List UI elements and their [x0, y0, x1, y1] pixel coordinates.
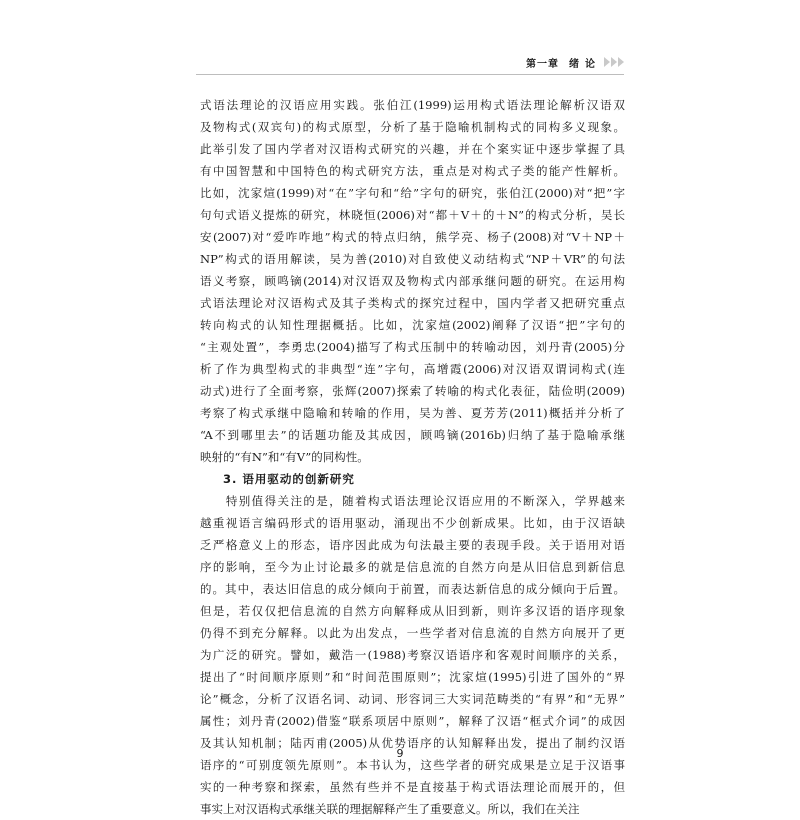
- text-line: 论”概念，分析了汉语名词、动词、形容词三大实词范畴类的“有界”和“无界”: [200, 692, 625, 706]
- paragraph-1: [200, 94, 625, 468]
- text-line: 事实上对汉语构式承继关联的理据解释产生了重要意义。所以，我们在关注: [200, 802, 580, 816]
- text-line: 式语法理论的汉语应用实践。张伯江(1999)运用构式语法理论解析汉语双: [200, 98, 625, 112]
- chapter-title: 绪论: [569, 58, 601, 70]
- text-line: 动式)进行了全面考察，张辉(2007)探索了转喻的构式化表征，陆俭明(2009): [200, 384, 625, 398]
- paragraph-2: [200, 490, 625, 820]
- text-line: 为广泛的研究。譬如，戴浩一(1988)考察汉语语序和客观时间顺序的关系，: [200, 648, 625, 662]
- text-line: 实的一种考察和探索，虽然有些并不是直接基于构式语法理论而展开的，但: [200, 780, 625, 794]
- text-line: 及物构式(双宾句)的构式原型，分析了基于隐喻机制构式的同构多义现象。: [200, 120, 625, 134]
- text-line: 及其认知机制；陆丙甫(2005)从优势语序的认知解释出发，提出了制约汉语: [200, 736, 625, 750]
- text-line: 式语法理论对汉语构式及其子类构式的探究过程中，国内学者又把研究重点: [200, 296, 625, 310]
- text-line: NP”构式的语用解读，吴为善(2010)对自致使义动结构式“NP＋VR”的句法: [200, 252, 625, 266]
- text-line: 比如，沈家煊(1999)对“在”字句和“给”字句的研究，张伯江(2000)对“把”字: [200, 186, 625, 200]
- text-line: 句句式语义提炼的研究，林晓恒(2006)对“都＋V＋的＋N”的构式分析，吴长: [200, 208, 625, 222]
- header-arrow-icon: [604, 57, 624, 67]
- text-line: 映射的“有N”和“有V”的同构性。: [200, 450, 369, 464]
- text-line: 语序的“可别度领先原则”。本书认为，这些学者的研究成果是立足于汉语事: [200, 758, 625, 772]
- text-line: 仍得不到充分解释。以此为出发点，一些学者对信息流的自然方向展开了更: [200, 626, 625, 640]
- running-header: [196, 50, 624, 75]
- text-line: 但是，若仅仅把信息流的自然方向解释成从旧到新，则许多汉语的语序现象: [200, 604, 625, 618]
- text-line: 有中国智慧和中国特色的构式研究方法，重点是对构式子类的能产性解析。: [200, 164, 625, 178]
- text-line: 越重视语言编码形式的语用驱动，涌现出不少创新成果。比如，由于汉语缺: [200, 516, 625, 530]
- text-line: 提出了“时间顺序原则”和“时间范围原则”；沈家煊(1995)引进了国外的“界: [200, 670, 625, 684]
- body-text: [200, 94, 625, 820]
- section-heading: 3. 语用驱动的创新研究: [223, 472, 355, 486]
- text-line: 属性；刘丹青(2002)借鉴“联系项居中原则”，解释了汉语“框式介词”的成因: [200, 714, 625, 728]
- text-line: 安(2007)对“爱咋咋地”构式的特点归纳，熊学亮、杨子(2008)对“V＋NP＋: [200, 230, 625, 244]
- text-line: 考察了构式承继中隐喻和转喻的作用，吴为善、夏芳芳(2011)概括并分析了: [200, 406, 625, 420]
- text-line: 转向构式的认知性理据概括。比如，沈家煊(2002)阐释了汉语“把”字句的: [200, 318, 625, 332]
- text-line: 乏严格意义上的形态，语序因此成为句法最主要的表现手段。关于语用对语: [200, 538, 625, 552]
- text-line: 语义考察，顾鸣镝(2014)对汉语双及物构式内部承继问题的研究。在运用构: [200, 274, 625, 288]
- chapter-label: 第一章: [526, 58, 559, 70]
- text-line: 特别值得关注的是，随着构式语法理论汉语应用的不断深入，学界越来: [200, 494, 625, 508]
- text-line: 析了作为典型构式的非典型“连”字句，高增霞(2006)对汉语双谓词构式(连: [200, 362, 625, 376]
- text-line: 此举引发了国内学者对汉语构式研究的兴趣，并在个案实证中逐步掌握了具: [200, 142, 625, 156]
- page-number: 9: [396, 747, 404, 760]
- text-line: “A不到哪里去”的话题功能及其成因，顾鸣镝(2016b)归纳了基于隐喻承继: [200, 428, 625, 442]
- text-line: “主观处置”，李勇忠(2004)描写了构式压制中的转喻动因，刘丹青(2005)分: [200, 340, 625, 354]
- text-line: 序的影响，至今为止讨论最多的就是信息流的自然方向是从旧信息到新信息: [200, 560, 625, 574]
- text-line: 的。其中，表达旧信息的成分倾向于前置，而表达新信息的成分倾向于后置。: [200, 582, 625, 596]
